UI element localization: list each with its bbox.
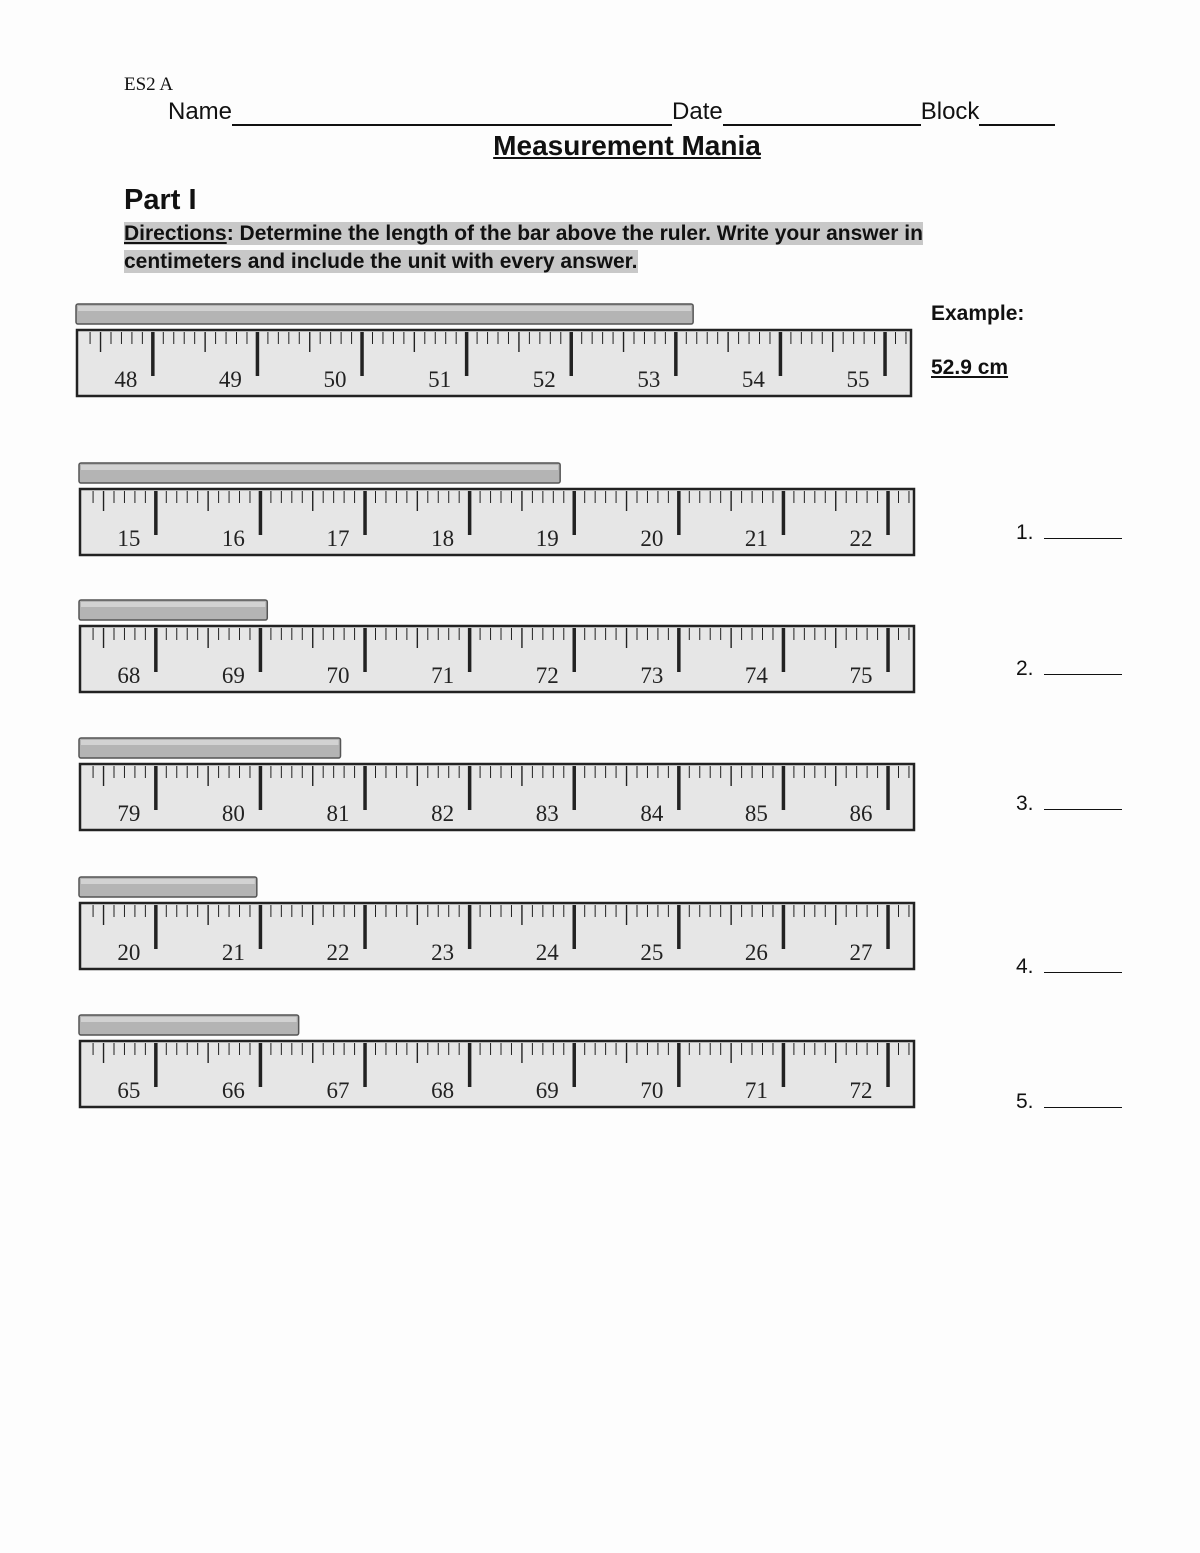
ruler-label: 27 (849, 940, 873, 965)
name-date-block-line (168, 98, 1088, 132)
question-number: 1. (1016, 521, 1034, 544)
measure-bar-highlight (81, 602, 265, 607)
ruler-label: 66 (221, 1078, 245, 1103)
directions-text: : Determine the length of the bar above the ruler. Write your answer in centimeters and include the unit with every answer. (124, 222, 923, 273)
ruler-label: 21 (221, 940, 245, 965)
ruler-label: 50 (323, 367, 347, 392)
answer-blank-4[interactable] (1044, 954, 1122, 973)
ruler-label: 69 (535, 1078, 559, 1103)
ruler-label: 17 (326, 526, 350, 551)
ruler-label: 51 (428, 367, 452, 392)
ruler-label: 86 (849, 801, 873, 826)
ruler-label: 25 (640, 940, 664, 965)
ruler-label: 20 (640, 526, 664, 551)
date-field[interactable] (723, 98, 921, 126)
ruler-2 (77, 598, 917, 696)
ruler-label: 84 (640, 801, 664, 826)
ruler-label: 55 (846, 367, 870, 392)
answer-blank-3[interactable] (1044, 791, 1122, 810)
ruler-label: 24 (535, 940, 559, 965)
block-field[interactable] (979, 98, 1055, 126)
ruler-label: 48 (114, 367, 138, 392)
ruler-label: 18 (431, 526, 455, 551)
ruler-label: 75 (849, 663, 873, 688)
question-number: 4. (1016, 955, 1034, 978)
page-title: Measurement Mania (493, 130, 761, 161)
ruler-label: 22 (326, 940, 350, 965)
ruler-label: 21 (744, 526, 768, 551)
ruler-label: 85 (744, 801, 768, 826)
ruler-label: 71 (744, 1078, 768, 1103)
ruler-label: 53 (637, 367, 661, 392)
ruler-3 (77, 736, 917, 834)
ruler-label: 67 (326, 1078, 350, 1103)
ruler-4 (77, 875, 917, 973)
measure-bar-highlight (81, 879, 255, 884)
ruler-label: 52 (532, 367, 556, 392)
date-label: Date (672, 98, 723, 125)
ruler-label: 68 (117, 663, 141, 688)
answer-4 (1016, 954, 1122, 979)
answer-1 (1016, 520, 1122, 545)
ruler-body (80, 626, 914, 692)
ruler-label: 72 (535, 663, 559, 688)
measure-bar-highlight (78, 306, 691, 311)
ruler-1 (77, 461, 917, 559)
name-field[interactable] (232, 98, 672, 126)
measure-bar-highlight (81, 1017, 297, 1022)
ruler-label: 81 (326, 801, 350, 826)
ruler-label: 74 (744, 663, 768, 688)
ruler-body (80, 903, 914, 969)
answer-3 (1016, 791, 1122, 816)
ruler-label: 73 (640, 663, 664, 688)
name-label: Name (168, 98, 233, 125)
ruler-label: 80 (221, 801, 245, 826)
answer-blank-5[interactable] (1044, 1089, 1122, 1108)
ruler-example (74, 302, 914, 400)
ruler-label: 82 (431, 801, 455, 826)
measure-bar-highlight (81, 740, 339, 745)
part-title: Part I (124, 184, 197, 216)
ruler-label: 19 (535, 526, 559, 551)
example-label: Example: (931, 302, 1025, 325)
ruler-label: 70 (326, 663, 350, 688)
ruler-label: 22 (849, 526, 873, 551)
directions (124, 220, 1044, 276)
ruler-label: 65 (117, 1078, 141, 1103)
ruler-label: 54 (741, 367, 765, 392)
ruler-label: 49 (218, 367, 242, 392)
ruler-label: 71 (431, 663, 455, 688)
answer-2 (1016, 656, 1122, 681)
question-number: 5. (1016, 1090, 1034, 1113)
ruler-body (80, 764, 914, 830)
ruler-label: 16 (221, 526, 245, 551)
ruler-label: 72 (849, 1078, 873, 1103)
ruler-label: 68 (431, 1078, 455, 1103)
course-code: ES2 A (124, 74, 174, 95)
example-answer: 52.9 cm (931, 356, 1009, 379)
ruler-label: 70 (640, 1078, 664, 1103)
ruler-label: 79 (117, 801, 141, 826)
answer-blank-2[interactable] (1044, 656, 1122, 675)
ruler-label: 15 (117, 526, 141, 551)
ruler-label: 26 (744, 940, 768, 965)
ruler-label: 69 (221, 663, 245, 688)
ruler-body (80, 489, 914, 555)
question-number: 3. (1016, 792, 1034, 815)
ruler-body (80, 1041, 914, 1107)
ruler-label: 20 (117, 940, 141, 965)
ruler-label: 83 (535, 801, 559, 826)
block-label: Block (920, 98, 980, 125)
ruler-body (77, 330, 911, 396)
directions-label: Directions (124, 222, 227, 245)
measure-bar-highlight (81, 465, 558, 470)
answer-blank-1[interactable] (1044, 520, 1122, 539)
ruler-5 (77, 1013, 917, 1111)
answer-5 (1016, 1089, 1122, 1114)
ruler-label: 23 (431, 940, 455, 965)
question-number: 2. (1016, 657, 1034, 680)
